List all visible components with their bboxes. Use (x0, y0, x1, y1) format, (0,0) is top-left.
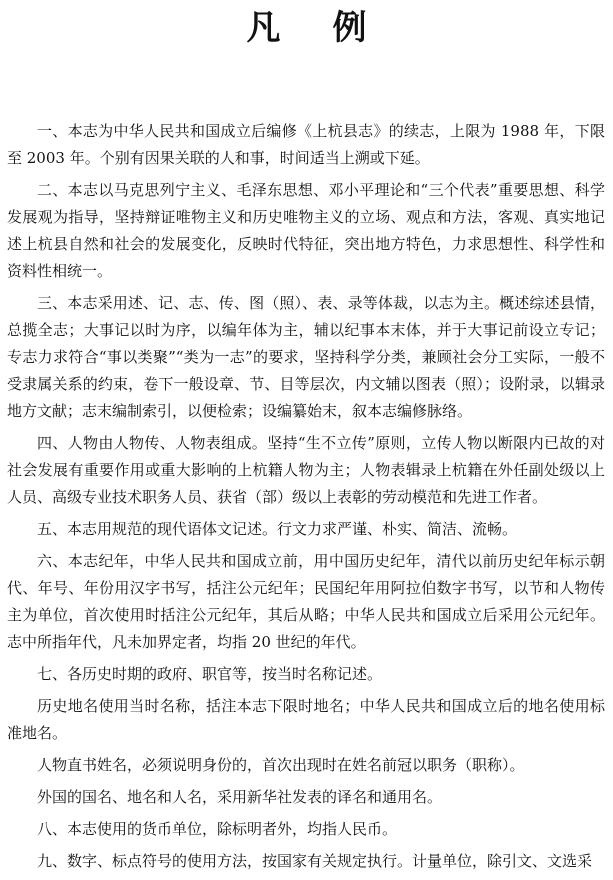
document-body (7, 118, 605, 880)
page-title (0, 6, 613, 50)
paragraph-12: 九、数字、标点符号的使用方法，按国家有关规定执行。计量单位，除引文、文选采 (37, 852, 593, 870)
paragraph-11: 八、本志使用的货币单位，除标明者外，均指人民币。 (37, 820, 398, 838)
paragraph-4: 四、人物由人物传、人物表组成。坚持“生不立传”原则，立传人物以断限内已故的对社会发展有重要作用或重大影响的上杭籍人物为主；人物表辑录上杭籍在外任副处级以上人员、高级专业技术职务人员、获省（部）级以上表彰的劳动模范和先进工作者。 (7, 434, 605, 506)
paragraph-7: 七、各历史时期的政府、职官等，按当时名称记述。 (37, 665, 383, 683)
title-char-1: 凡 (246, 8, 281, 48)
title-char-2: 例 (332, 8, 367, 48)
paragraph-10: 外国的国名、地名和人名，采用新华社发表的译名和通用名。 (37, 788, 443, 806)
paragraph-5: 五、本志用规范的现代语体文记述。行文力求严谨、朴实、简洁、流畅。 (37, 520, 518, 538)
paragraph-3: 三、本志采用述、记、志、传、图（照）、表、录等体裁，以志为主。概述综述县情，总揽全志；大事记以时为序，以编年体为主，辅以纪事本末体，并于大事记前设立专记；专志力求符合“事以类聚”“类为一志”的要求，坚持科学分类，兼顾社会分工实际，一般不受隶属关系的约束，卷下一般设章、节、目等层次，内文辅以图表（照）；设附录，以辑录地方文献；志末编制索引，以便检索；设编纂始末，叙本志编修脉络。 (7, 294, 605, 420)
paragraph-8: 历史地名使用当时名称，括注本志下限时地名；中华人民共和国成立后的地名使用标准地名。 (7, 697, 605, 742)
paragraph-2: 二、本志以马克思列宁主义、毛泽东思想、邓小平理论和“三个代表”重要思想、科学发展观为指导，坚持辩证唯物主义和历史唯物主义的立场、观点和方法，客观、真实地记述上杭县自然和社会的发展变化，反映时代特征，突出地方特色，力求思想性、科学性和资料性相统一。 (7, 181, 605, 280)
paragraph-6: 六、本志纪年，中华人民共和国成立前，用中国历史纪年，清代以前历史纪年标示朝代、年号、年份用汉字书写，括注公元纪年；民国纪年用阿拉伯数字书写，以节和人物传主为单位，首次使用时括注公元纪年，其后从略；中华人民共和国成立后采用公元纪年。志中所指年代，凡未加界定者，均指 20 世纪的年代。 (7, 552, 605, 651)
paragraph-9: 人物直书姓名，必须说明身份的，首次出现时在姓名前冠以职务（职称）。 (37, 756, 525, 774)
paragraph-1: 一、本志为中华人民共和国成立后编修《上杭县志》的续志，上限为 1988 年，下限至 2003 年。个别有因果关联的人和事，时间适当上溯或下延。 (7, 122, 605, 167)
